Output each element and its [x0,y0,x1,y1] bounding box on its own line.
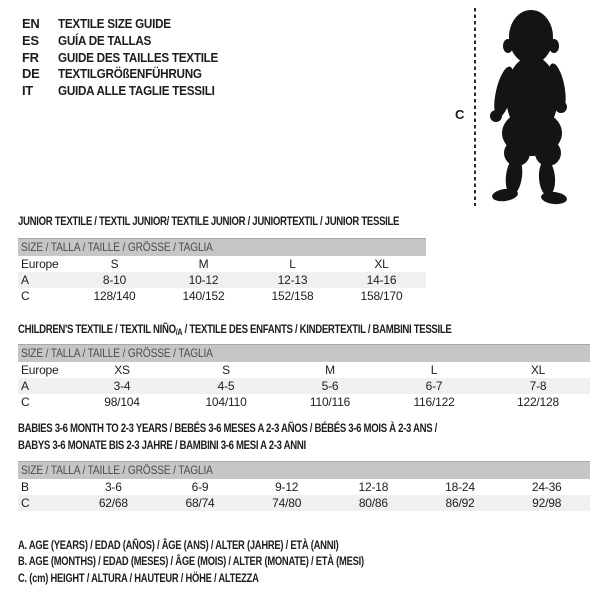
height-cell: 140/152 [182,289,225,303]
size-cell: XL [530,363,546,377]
children-title-sub: /A [175,327,183,337]
size-cell: XL [374,257,389,271]
row-label: C [21,289,30,303]
row-label: B [21,480,29,494]
age-cell: 24-36 [531,480,562,494]
table-row-age-months [18,479,590,495]
language-code: EN [22,16,40,31]
table-row-height [18,288,426,304]
height-cell: 92/98 [532,496,562,510]
age-cell: 7-8 [529,379,547,393]
height-dashed-line [474,8,476,206]
junior-table-title: JUNIOR TEXTILE / TEXTIL JUNIOR/ TEXTILE JUNIOR / JUNIORTEXTIL / JUNIOR TESSILE [18,214,400,228]
height-cell: 122/128 [517,395,559,409]
language-code: FR [22,49,39,65]
age-cell: 14-16 [366,273,397,287]
age-cell: 3-6 [104,480,122,494]
age-cell: 5-6 [321,379,339,393]
guide-title-it: GUIDA ALLE TAGLIE TESSILI [58,83,215,99]
age-cell: 9-12 [275,480,299,494]
age-cell: 18-24 [445,480,475,494]
height-label-c: C [455,107,465,122]
height-cell: 98/104 [104,395,140,409]
height-cell: 68/74 [185,496,215,510]
language-row-it [22,83,236,100]
row-label: C [21,395,30,409]
children-size-table [18,344,590,410]
children-table-title [18,321,452,341]
children-title-before: CHILDREN'S TEXTILE / TEXTIL NIÑO [18,322,176,336]
row-label: A [21,379,29,393]
age-cell: 12-18 [358,480,389,494]
row-label: C [21,496,30,510]
babies-table-title [18,420,437,454]
size-cell: L [289,257,296,271]
age-cell: 6-9 [191,480,209,494]
table-row-age [18,378,590,394]
height-cell: 110/116 [309,395,351,409]
language-row-es [22,33,236,50]
note-age-months: B. AGE (MONTHS) / EDAD (MESES) / ÂGE (MOIS) / ALTER (MONATE) / ETÀ (MESI) [18,554,364,569]
children-title-after: / TEXTILE DES ENFANTS / KINDERTEXTIL / BAMBINI TESSILE [182,322,452,336]
size-cell: M [198,257,209,271]
height-cell: 80/86 [358,496,388,510]
height-cell: 152/158 [271,289,314,303]
toddler-silhouette-icon [486,6,578,208]
size-cell: XS [114,363,130,377]
language-header [22,16,236,100]
legend-notes [18,537,461,586]
guide-title-fr: GUIDE DES TAILLES TEXTILE [58,49,219,65]
table-row-age [18,272,426,288]
size-header-label: SIZE / TALLA / TAILLE / GRÖSSE / TAGLIA [21,463,213,477]
language-row-fr [22,50,236,67]
language-row-en [22,16,236,33]
babies-title-line2: BABYS 3-6 MONATE BIS 2-3 JAHRE / BAMBINI 3-6 MESI A 2-3 ANNI [18,438,306,452]
table-row-europe [18,362,590,378]
height-cell: 128/140 [93,289,136,303]
row-label: Europe [21,257,59,271]
language-code: DE [22,66,40,82]
height-cell: 74/80 [272,496,302,510]
note-age-years: A. AGE (YEARS) / EDAD (AÑOS) / ÂGE (ANS) / ALTER (JAHRE) / ETÀ (ANNI) [18,538,339,552]
babies-size-table [18,461,590,511]
height-cell: 158/170 [360,289,403,303]
table-row-europe [18,256,426,272]
guide-title-es: GUÍA DE TALLAS [58,32,152,48]
table-row-height [18,495,590,511]
size-header-bar [18,238,426,256]
guide-title-de: TEXTILGRÖßENFÜHRUNG [58,66,202,82]
row-label: Europe [21,363,59,377]
note-height-cm: C. (cm) HEIGHT / ALTURA / HAUTEUR / HÖHE / ALTEZZA [18,570,259,585]
age-cell: 12-13 [277,273,308,287]
height-cell: 62/68 [98,496,128,510]
size-cell: S [222,363,230,377]
size-cell: L [430,363,438,377]
age-cell: 3-4 [113,379,131,393]
size-header-bar [18,344,590,362]
age-cell: 8-10 [102,273,127,287]
age-cell: 10-12 [188,273,219,287]
height-cell: 86/92 [445,496,475,510]
height-cell: 104/110 [205,395,247,409]
age-cell: 4-5 [217,379,235,393]
junior-size-table [18,238,426,304]
height-cell: 116/122 [413,395,455,409]
age-cell: 6-7 [425,379,443,393]
language-code: ES [22,32,39,48]
babies-title-line1: BABIES 3-6 MONTH TO 2-3 YEARS / BEBÉS 3-6 MESES A 2-3 AÑOS / BÉBÉS 3-6 MOIS À 2-3 ANS / [18,421,438,435]
language-row-de [22,66,236,83]
size-cell: M [325,363,335,377]
size-header-label: SIZE / TALLA / TAILLE / GRÖSSE / TAGLIA [21,346,213,360]
table-row-height [18,394,590,410]
row-label: A [21,273,29,287]
size-header-label: SIZE / TALLA / TAILLE / GRÖSSE / TAGLIA [21,240,213,254]
size-cell: S [110,257,119,271]
guide-title-en: TEXTILE SIZE GUIDE [58,16,171,31]
size-header-bar [18,461,590,479]
language-code: IT [22,83,33,99]
